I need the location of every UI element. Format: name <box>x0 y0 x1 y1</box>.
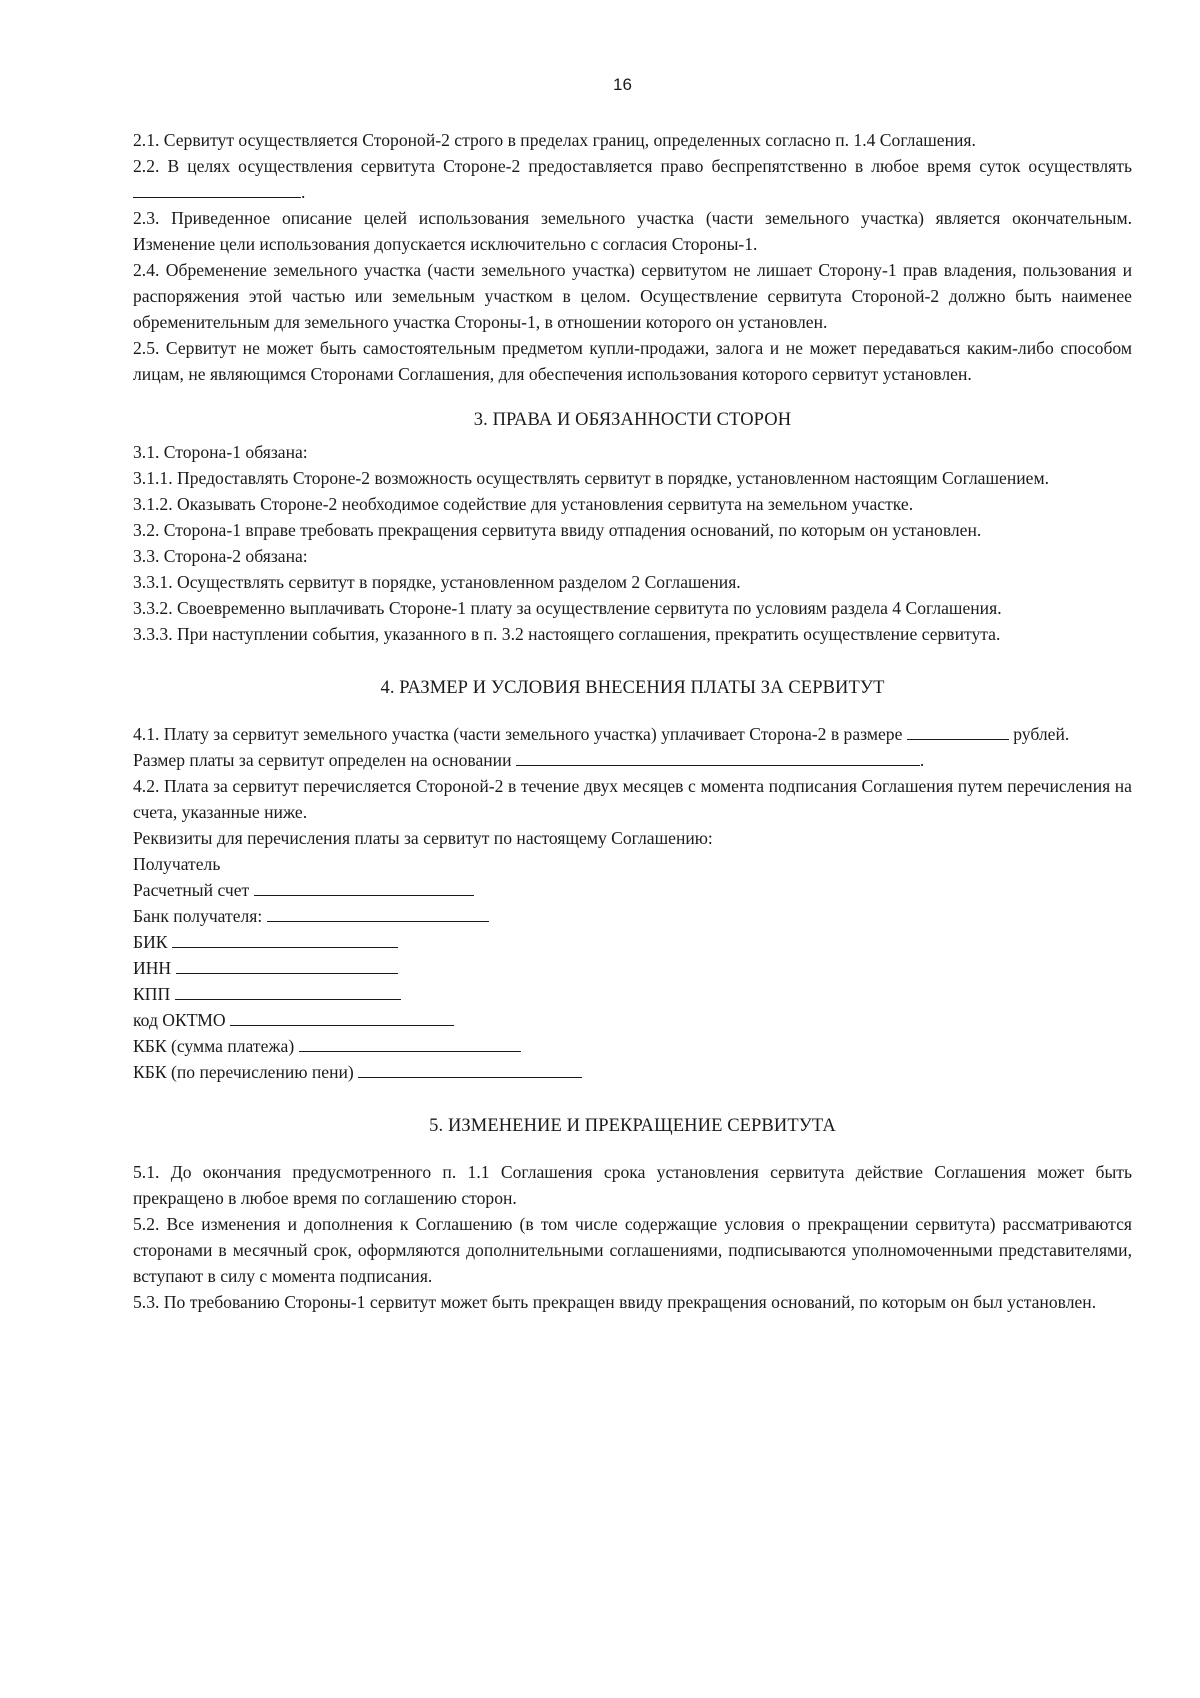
clause-3-2: 3.2. Сторона-1 вправе требовать прекращения сервитута ввиду отпадения оснований, по которым он установлен. <box>133 520 982 540</box>
clause-4-2: 4.2. Плата за сервитут перечисляется Стороной-2 в течение двух месяцев с момента подписания Соглашения путем перечисления на счета, указанные ниже. <box>133 776 1132 822</box>
clause-2-1: 2.1. Сервитут осуществляется Стороной-2 строго в пределах границ, определенных согласно п. 1.4 Соглашения. <box>133 130 976 150</box>
clause-2-4: 2.4. Обременение земельного участка (части земельного участка) сервитутом не лишает Сторону-1 прав владения, пользования и распоряжения этой частью или земельным участком в целом. Осуществление сервитута Стороной-2 должно быть наименее обременительным для земельного участка Стороны-1, в отношении которого он установлен. <box>133 260 1132 332</box>
kbk-penalty-field <box>133 1059 1132 1085</box>
inn-label: ИНН <box>133 958 172 978</box>
kbk-penalty-label: КБК (по перечислению пени) <box>133 1062 354 1082</box>
section-4-heading: 4. РАЗМЕР И УСЛОВИЯ ВНЕСЕНИЯ ПЛАТЫ ЗА СЕРВИТУТ <box>380 678 885 698</box>
blank-field <box>175 982 401 1000</box>
clause-2-2-end: . <box>301 182 306 202</box>
clause-5-3: 5.3. По требованию Стороны-1 сервитут может быть прекращен ввиду прекращения оснований, по которым он был установлен. <box>133 1292 1097 1312</box>
account-field <box>133 877 1132 903</box>
clause-3-1-1: 3.1.1. Предоставлять Стороне-2 возможность осуществлять сервитут в порядке, установленном настоящим Соглашением. <box>133 468 1050 488</box>
blank-field <box>230 1008 454 1026</box>
blank-field <box>299 1034 521 1052</box>
clause-4-1-rubles: рублей. <box>1013 724 1070 744</box>
clause-4-1-text: 4.1. Плату за сервитут земельного участка (части земельного участка) уплачивает Сторона-2 в размере <box>133 724 903 744</box>
bik-label: БИК <box>133 932 168 952</box>
oktmo-label: код ОКТМО <box>133 1010 226 1030</box>
account-label: Расчетный счет <box>133 880 250 900</box>
blank-field <box>176 956 398 974</box>
clause-3-1: 3.1. Сторона-1 обязана: <box>133 442 308 462</box>
kpp-label: КПП <box>133 984 171 1004</box>
clause-2-5: 2.5. Сервитут не может быть самостоятельным предметом купли-продажи, залога и не может передаваться каким-либо способом лицам, не являющимся Сторонами Соглашения, для обеспечения использования которого сервитут установлен. <box>133 338 1132 384</box>
requisites-intro: Реквизиты для перечисления платы за сервитут по настоящему Соглашению: <box>133 828 713 848</box>
clause-5-1: 5.1. До окончания предусмотренного п. 1.1 Соглашения срока установления сервитута действие Соглашения может быть прекращено в любое время по соглашению сторон. <box>133 1162 1132 1208</box>
blank-field <box>907 722 1009 740</box>
recipient-label: Получатель <box>133 854 221 874</box>
clause-3-3-3: 3.3.3. При наступлении события, указанного в п. 3.2 настоящего соглашения, прекратить осуществление сервитута. <box>133 624 1001 644</box>
blank-field <box>133 180 301 198</box>
payment-basis-label: Размер платы за сервитут определен на основании <box>133 750 512 770</box>
clause-5-2: 5.2. Все изменения и дополнения к Соглашению (в том числе содержащие условия о прекращении сервитута) рассматриваются сторонами в месячный срок, оформляются дополнительными соглашениями, подписываются уполномоченными представителями, вступают в силу с момента подписания. <box>133 1214 1132 1286</box>
clause-4-1 <box>133 721 1132 747</box>
clause-3-1-2: 3.1.2. Оказывать Стороне-2 необходимое содействие для установления сервитута на земельном участке. <box>133 494 914 514</box>
clause-3-3-2: 3.3.2. Своевременно выплачивать Стороне-1 плату за осуществление сервитута по условиям раздела 4 Соглашения. <box>133 598 1002 618</box>
clause-3-3: 3.3. Сторона-2 обязана: <box>133 546 308 566</box>
clause-2-3: 2.3. Приведенное описание целей использования земельного участка (части земельного участка) является окончательным. Изменение цели использования допускается исключительно с согласия Стороны-1. <box>133 208 1132 254</box>
section-3-heading: 3. ПРАВА И ОБЯЗАННОСТИ СТОРОН <box>473 410 792 430</box>
section-5-heading: 5. ИЗМЕНЕНИЕ И ПРЕКРАЩЕНИЕ СЕРВИТУТА <box>429 1116 836 1136</box>
blank-field <box>254 878 474 896</box>
blank-field <box>358 1060 582 1078</box>
bank-field <box>133 903 1132 929</box>
clause-2-2 <box>133 153 1132 205</box>
bik-field <box>133 929 1132 955</box>
kbk-payment-label: КБК (сумма платежа) <box>133 1036 295 1056</box>
payment-basis-end: . <box>919 750 925 770</box>
oktmo-field <box>133 1007 1132 1033</box>
blank-field <box>516 748 920 766</box>
clause-2-2-text: 2.2. В целях осуществления сервитута Стороне-2 предоставляется право беспрепятственно в любое время суток осуществлять <box>133 156 1132 176</box>
kbk-payment-field <box>133 1033 1132 1059</box>
blank-field <box>267 904 489 922</box>
inn-field <box>133 955 1132 981</box>
page-number: 16 <box>613 75 632 94</box>
clause-3-3-1: 3.3.1. Осуществлять сервитут в порядке, установленном разделом 2 Соглашения. <box>133 572 741 592</box>
kpp-field <box>133 981 1132 1007</box>
bank-label: Банк получателя: <box>133 906 263 926</box>
blank-field <box>172 930 398 948</box>
payment-basis <box>133 747 1132 773</box>
